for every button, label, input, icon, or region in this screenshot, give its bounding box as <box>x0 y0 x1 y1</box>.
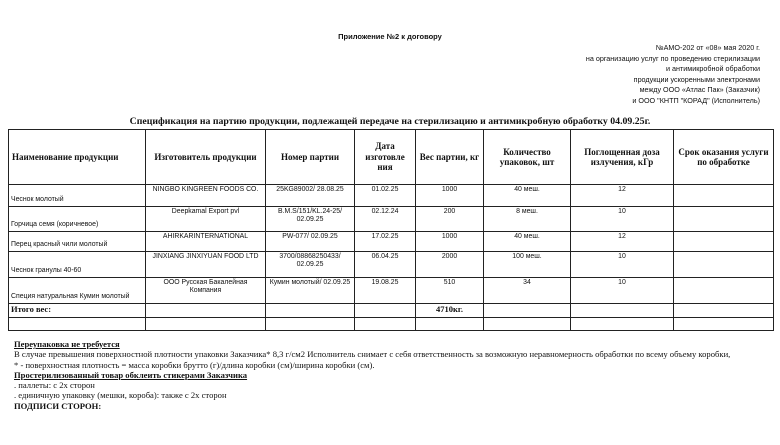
no-repack-note: Переупаковка не требуется <box>14 339 120 349</box>
cell-manufacturer: Deepkamal Export pvl <box>146 207 266 232</box>
empty-cell <box>355 318 416 331</box>
cell-absorbed-dose: 12 <box>571 185 674 207</box>
contract-line: №АМО-202 от «08» мая 2020 г. <box>655 43 760 52</box>
empty-cell <box>146 318 266 331</box>
cell-absorbed-dose: 10 <box>571 278 674 304</box>
sticker-pallets: . паллеты: с 2х сторон <box>14 380 95 391</box>
cell-product-name: Перец красный чили молотый <box>9 232 146 252</box>
total-empty-cell <box>146 304 266 318</box>
density-warning: В случае превышения поверхностной плотности упаковки Заказчика* 8,3 г/см2 Исполнитель снимает с себя ответственность за возможную неравномерность обработки по всему объему коробки, <box>14 349 731 360</box>
empty-row <box>9 318 774 331</box>
appendix-title: Приложение №2 к договору <box>338 32 442 41</box>
cell-service-term <box>674 232 774 252</box>
cell-batch-weight: 1000 <box>416 185 484 207</box>
cell-service-term <box>674 185 774 207</box>
cell-package-count: 40 меш. <box>484 232 571 252</box>
cell-production-date: 17.02.25 <box>355 232 416 252</box>
cell-manufacturer: AHIRKARINTERNATIONAL <box>146 232 266 252</box>
header-production-date: Дата изготовле ния <box>355 130 416 185</box>
total-empty-cell <box>355 304 416 318</box>
table-row <box>9 232 774 252</box>
cell-package-count: 100 меш. <box>484 252 571 278</box>
header-batch-weight: Вес партии, кг <box>416 130 484 185</box>
header-batch-number: Номер партии <box>266 130 355 185</box>
header-product-name: Наименование продукции <box>9 130 146 185</box>
specification-table <box>8 129 774 331</box>
cell-manufacturer: ООО Русская Бакалейная Компания <box>146 278 266 304</box>
cell-absorbed-dose: 10 <box>571 252 674 278</box>
empty-cell <box>484 318 571 331</box>
contract-line: и ООО "КНТП "КОРАД" (Исполнитель) <box>632 95 760 105</box>
empty-cell <box>571 318 674 331</box>
total-empty-cell <box>571 304 674 318</box>
cell-batch-number: PW-077/ 02.09.25 <box>266 232 355 252</box>
total-row <box>9 304 774 318</box>
total-empty-cell <box>484 304 571 318</box>
table-header-row <box>9 130 774 185</box>
cell-production-date: 19.08.25 <box>355 278 416 304</box>
empty-cell <box>416 318 484 331</box>
empty-cell <box>9 318 146 331</box>
cell-manufacturer: JINXIANG JINXIYUAN FOOD LTD <box>146 252 266 278</box>
sticker-heading: Простерилизованный товар обклеить стикерами Заказчика <box>14 369 248 380</box>
total-weight-value: 4710кг. <box>416 304 484 318</box>
cell-batch-weight: 510 <box>416 278 484 304</box>
header-service-term: Срок оказания услуги по обработке <box>674 130 774 185</box>
cell-production-date: 06.04.25 <box>355 252 416 278</box>
cell-batch-number: B.M.S/151/KL.24-25/ 02.09.25 <box>266 207 355 232</box>
cell-batch-number: 3700/08868250433/ 02.09.25 <box>266 252 355 278</box>
cell-absorbed-dose: 12 <box>571 232 674 252</box>
cell-package-count: 8 меш. <box>484 207 571 232</box>
cell-manufacturer: NINGBO KINGREEN FOODS CO. <box>146 185 266 207</box>
cell-production-date: 02.12.24 <box>355 207 416 232</box>
notes-section <box>14 339 769 411</box>
cell-service-term <box>674 207 774 232</box>
sticker-units: . единичную упаковку (мешки, короба): также с 2х сторон <box>14 390 227 401</box>
table-row <box>9 207 774 232</box>
contract-line: и антимикробной обработки <box>666 64 760 74</box>
header-package-count: Количество упаковок, шт <box>484 130 571 185</box>
cell-product-name: Чеснок гранулы 40-60 <box>9 252 146 278</box>
contract-line: продукции ускоренными электронами <box>633 74 760 84</box>
contract-line: между ООО «Атлас Пак» (Заказчик) <box>639 85 760 95</box>
cell-batch-weight: 2000 <box>416 252 484 278</box>
table-row <box>9 185 774 207</box>
contract-reference <box>586 43 760 107</box>
header-manufacturer: Изготовитель продукции <box>146 130 266 185</box>
table-row <box>9 252 774 278</box>
cell-product-name: Горчица семя (коричневое) <box>9 207 146 232</box>
total-empty-cell <box>674 304 774 318</box>
empty-cell <box>674 318 774 331</box>
cell-service-term <box>674 278 774 304</box>
header-absorbed-dose: Поглощенная доза излучения, кГр <box>571 130 674 185</box>
cell-absorbed-dose: 10 <box>571 207 674 232</box>
cell-batch-number: 25KG89002/ 28.08.25 <box>266 185 355 207</box>
table-row <box>9 278 774 304</box>
contract-line: на организацию услуг по проведению стерилизации <box>585 53 760 63</box>
signatures-heading: ПОДПИСИ СТОРОН: <box>14 400 102 411</box>
total-weight-label: Итого вес: <box>9 304 146 318</box>
empty-cell <box>266 318 355 331</box>
density-definition: * - поверхностная плотность = масса коробки брутто (г)/длина коробки (см)/ширина коробки (см). <box>14 359 375 370</box>
cell-batch-weight: 1000 <box>416 232 484 252</box>
total-empty-cell <box>266 304 355 318</box>
cell-product-name: Специя натуральная Кумин молотый <box>9 278 146 304</box>
cell-production-date: 01.02.25 <box>355 185 416 207</box>
cell-package-count: 34 <box>484 278 571 304</box>
specification-title: Спецификация на партию продукции, подлежащей передаче на стерилизацию и антимикробную обработку 04.09.25г. <box>129 116 651 127</box>
cell-package-count: 40 меш. <box>484 185 571 207</box>
cell-service-term <box>674 252 774 278</box>
cell-batch-number: Кумин молотый/ 02.09.25 <box>266 278 355 304</box>
cell-batch-weight: 200 <box>416 207 484 232</box>
cell-product-name: Чеснок молотый <box>9 185 146 207</box>
